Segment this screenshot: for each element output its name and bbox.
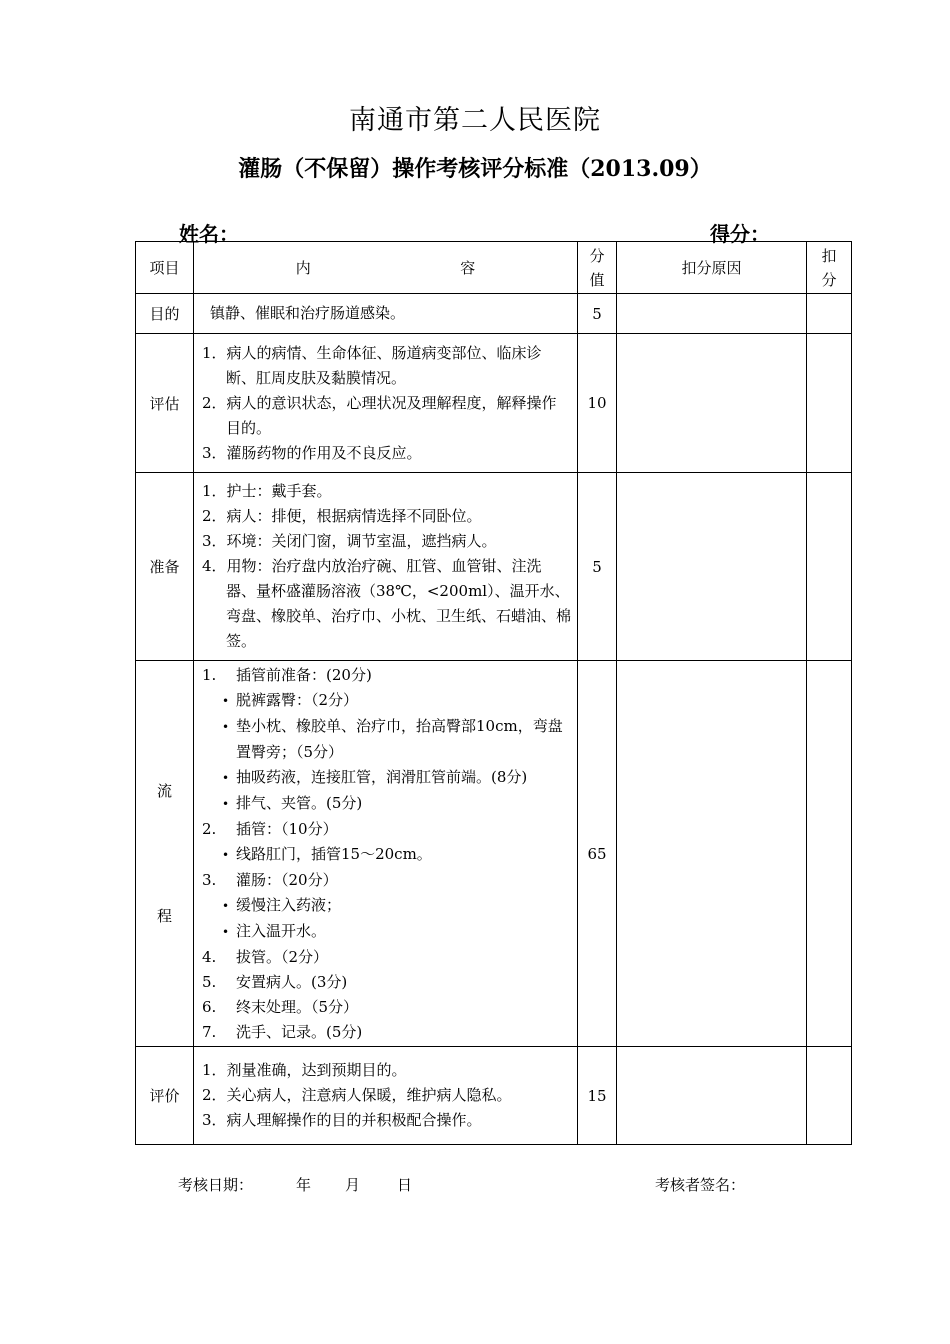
process-step-3-num: 3.: [202, 870, 217, 889]
process-step-1-text: 插管前准备：(20分): [236, 665, 372, 684]
header-points-a: 分: [589, 246, 605, 265]
examiner-signature-label: 考核者签名：: [655, 1176, 746, 1194]
prepare-item: 准备: [136, 473, 194, 661]
process-step-6: [202, 995, 571, 1020]
purpose-item: 目的: [136, 294, 194, 334]
header-row: [136, 242, 852, 294]
process-step-2: [202, 817, 571, 842]
process-step-2-bullet-1: • 线路肛门，插管15～20cm。: [202, 842, 571, 868]
process-step-7: [202, 1020, 571, 1045]
row-process: [136, 661, 852, 1047]
evaluate-deduct-cell[interactable]: [807, 1047, 852, 1145]
name-score-line: [145, 218, 782, 246]
score-label: 得分：: [710, 222, 770, 246]
header-content-b: 容: [460, 259, 476, 277]
purpose-reason-cell[interactable]: [617, 294, 807, 334]
evaluate-points: 15: [578, 1047, 617, 1145]
process-step-6-text: 终末处理。（5分）: [236, 997, 359, 1016]
process-step-3-bullet-1: • 缓慢注入药液；: [202, 893, 571, 919]
process-step-5-text: 安置病人。(3分): [236, 972, 348, 991]
process-deduct-cell[interactable]: [807, 661, 852, 1047]
assess-line-2: 2．病人的意识状态，心理状况及理解程度，解释操作目的。: [202, 393, 557, 437]
purpose-deduct-cell[interactable]: [807, 294, 852, 334]
assess-line-3: 3．灌肠药物的作用及不良反应。: [202, 443, 422, 462]
prepare-line-4: 4．用物：治疗盘内放治疗碗、肛管、血管钳、注洗器、量杯盛灌肠溶液（38℃，<200ml）、温开水、弯盘、橡胶单、治疗巾、小枕、卫生纸、石蜡油、棉签。: [202, 557, 572, 650]
process-step-7-num: 7.: [202, 1022, 217, 1041]
process-item-a: 流: [156, 781, 172, 800]
scoring-table: [135, 241, 852, 1145]
process-step-5: [202, 970, 571, 995]
prepare-deduct-cell[interactable]: [807, 473, 852, 661]
header-item: 项目: [136, 242, 194, 294]
exam-date-label: 考核日期：: [178, 1176, 254, 1194]
evaluate-line-1: 1．剂量准确，达到预期目的。: [202, 1061, 407, 1079]
process-step-3-text: 灌肠：（20分）: [236, 870, 338, 889]
exam-date-year: 年: [296, 1176, 312, 1194]
process-step-2-num: 2.: [202, 819, 217, 838]
evaluate-reason-cell[interactable]: [617, 1047, 807, 1145]
document-title: 灌肠（不保留）操作考核评分标准（2013.09）: [238, 156, 712, 182]
process-step-1-num: 1.: [202, 665, 217, 684]
evaluate-line-2: 2．关心病人，注意病人保暖，维护病人隐私。: [202, 1086, 512, 1104]
process-step-6-num: 6.: [202, 997, 217, 1016]
process-reason-cell[interactable]: [617, 661, 807, 1047]
process-step-3-bullet-2: • 注入温开水。: [202, 919, 571, 945]
row-prepare: [136, 473, 852, 661]
process-step-4-text: 拔管。（2分）: [236, 947, 329, 966]
prepare-points: 5: [578, 473, 617, 661]
header-content-a: 内: [295, 259, 311, 277]
prepare-line-2: 2．病人：排便，根据病情选择不同卧位。: [202, 507, 482, 525]
prepare-line-3: 3．环境：关闭门窗，调节室温，遮挡病人。: [202, 532, 497, 550]
assess-item: 评估: [136, 334, 194, 473]
header-reason: 扣分原因: [617, 242, 807, 294]
process-item-b: 程: [156, 906, 172, 925]
prepare-line-1: 1．护士：戴手套。: [202, 482, 332, 500]
assess-reason-cell[interactable]: [617, 334, 807, 473]
assess-points: 10: [578, 334, 617, 473]
row-purpose: [136, 294, 852, 334]
row-evaluate: [136, 1047, 852, 1145]
row-assess: [136, 334, 852, 473]
header-points: [578, 242, 617, 294]
process-step-3: [202, 868, 571, 893]
header-deduct: [807, 242, 852, 294]
process-content: [194, 661, 578, 1047]
header-content: [194, 242, 578, 294]
header-deduct-b: 分: [821, 270, 837, 289]
process-step-1-bullet-2: • 垫小枕、橡胶单、治疗巾，抬高臀部10cm，弯盘置臀旁；（5分）: [202, 714, 571, 765]
purpose-content: 镇静、催眠和治疗肠道感染。: [194, 294, 578, 334]
process-step-7-text: 洗手、记录。(5分): [236, 1022, 363, 1041]
process-step-1-bullet-1: • 脱裤露臀：（2分）: [202, 688, 571, 714]
evaluate-line-3: 3．病人理解操作的目的并积极配合操作。: [202, 1111, 482, 1129]
process-step-4-num: 4.: [202, 947, 217, 966]
purpose-points: 5: [578, 294, 617, 334]
process-step-1-bullet-4: • 排气、夹管。(5分): [202, 791, 571, 817]
process-step-2-text: 插管：（10分）: [236, 819, 338, 838]
process-step-1: [202, 663, 571, 688]
prepare-content: [194, 473, 578, 661]
assess-deduct-cell[interactable]: [807, 334, 852, 473]
exam-date-month: 月: [345, 1176, 361, 1194]
process-points: 65: [578, 661, 617, 1047]
process-step-4: [202, 945, 571, 970]
exam-date-day: 日: [397, 1176, 413, 1194]
assess-line-1: 1．病人的病情、生命体征、肠道病变部位、临床诊断、肛周皮肤及黏膜情况。: [202, 343, 542, 387]
evaluate-item: 评价: [136, 1047, 194, 1145]
hospital-name: 南通市第二人民医院: [349, 105, 601, 136]
process-item: [136, 661, 194, 1047]
process-step-1-bullet-3: • 抽吸药液，连接肛管，润滑肛管前端。(8分): [202, 765, 571, 791]
name-label: 姓名：: [179, 222, 239, 246]
process-step-5-num: 5.: [202, 972, 217, 991]
header-points-b: 值: [589, 270, 605, 289]
prepare-reason-cell[interactable]: [617, 473, 807, 661]
header-deduct-a: 扣: [821, 246, 837, 265]
assess-content: [194, 334, 578, 473]
evaluate-content: [194, 1047, 578, 1145]
